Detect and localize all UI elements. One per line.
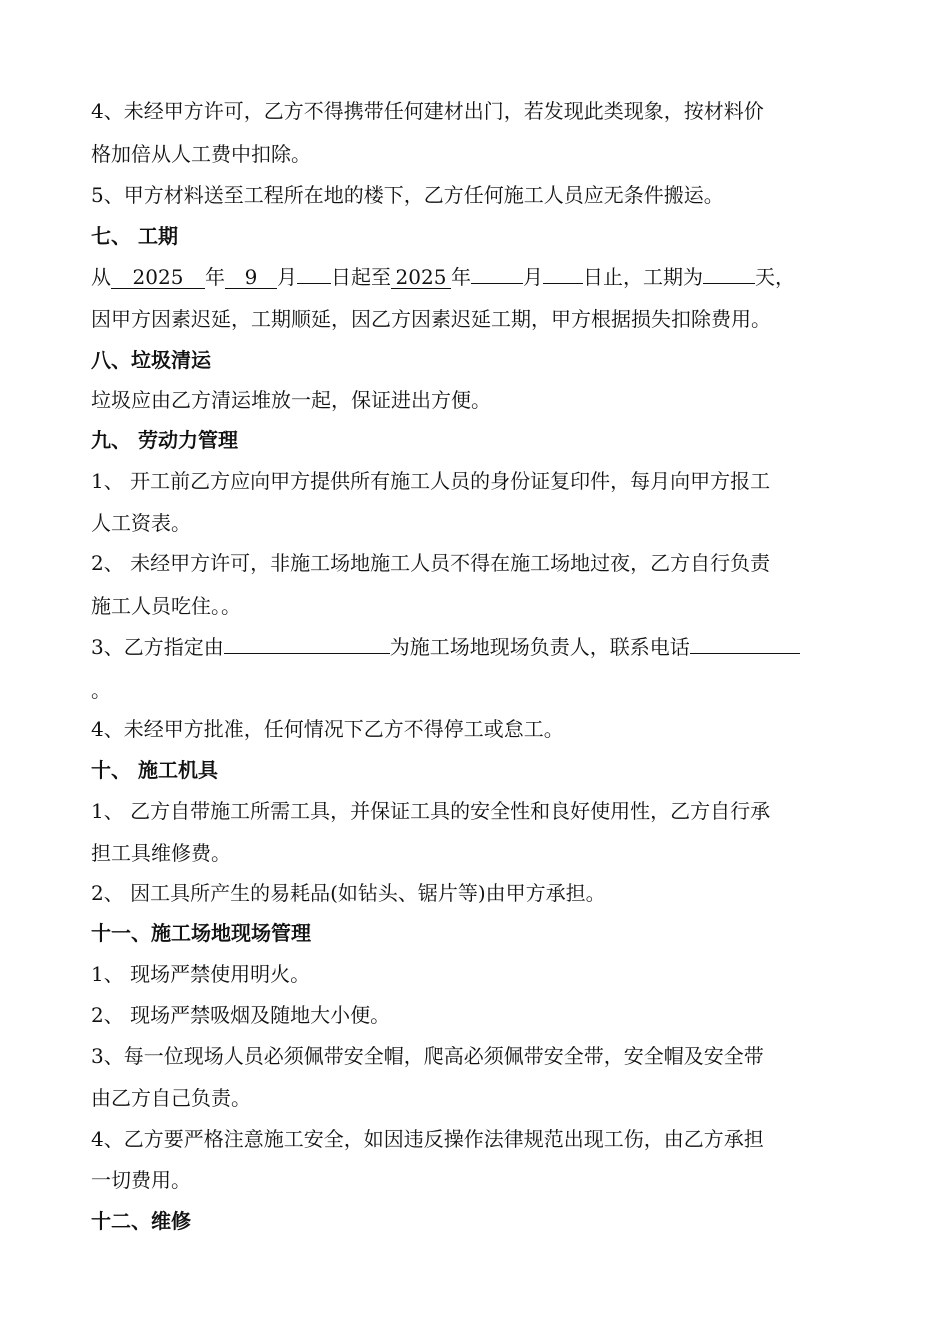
clause-9-item-3 [91, 633, 890, 661]
end-month-field[interactable] [471, 283, 523, 284]
section-7-heading: 七、 工期 [91, 224, 178, 248]
clause-7-period-line [91, 263, 890, 291]
clause-11-item-3-line-1: 3、每一位现场人员必须佩带安全帽，爬高必须佩带安全带，安全帽及安全带 [91, 1044, 764, 1068]
supervisor-label: 3、乙方指定由 [91, 635, 224, 659]
month-label-2: 月 [523, 265, 543, 289]
section-11-heading: 十一、施工场地现场管理 [91, 921, 311, 945]
clause-6-item-4-line-2: 格加倍从人工费中扣除。 [91, 142, 311, 166]
year-label-2: 年 [451, 265, 471, 289]
start-month-field[interactable]: 9 [225, 266, 277, 289]
clause-11-item-3-line-2: 由乙方自己负责。 [91, 1086, 251, 1110]
year-label: 年 [205, 265, 225, 289]
month-label: 月 [277, 265, 297, 289]
clause-10-item-1-line-2: 担工具维修费。 [91, 841, 231, 865]
clause-9-item-3-end: 。 [91, 678, 111, 702]
day-end-label: 日止，工期为 [583, 265, 703, 289]
end-year-field[interactable]: 2025 [391, 266, 451, 289]
duration-days-field[interactable] [703, 283, 755, 284]
supervisor-name-field[interactable] [224, 653, 390, 654]
clause-11-item-1: 1、 现场严禁使用明火。 [91, 962, 311, 986]
end-day-field[interactable] [543, 283, 583, 284]
contact-phone-field[interactable] [690, 653, 800, 654]
clause-10-item-1-line-1: 1、 乙方自带施工所需工具，并保证工具的安全性和良好使用性，乙方自行承 [91, 799, 771, 823]
days-unit-label: 天， [755, 265, 795, 289]
clause-11-item-2: 2、 现场严禁吸烟及随地大小便。 [91, 1003, 391, 1027]
clause-10-item-2: 2、 因工具所产生的易耗品(如钻头、锯片等)由甲方承担。 [91, 881, 606, 905]
clause-11-item-4-line-2: 一切费用。 [91, 1168, 191, 1192]
clause-9-item-4: 4、未经甲方批准，任何情况下乙方不得停工或怠工。 [91, 717, 564, 741]
section-9-heading: 九、 劳动力管理 [91, 428, 238, 452]
clause-11-item-4-line-1: 4、乙方要严格注意施工安全，如因违反操作法律规范出现工伤，由乙方承担 [91, 1127, 764, 1151]
phone-label: 为施工场地现场负责人，联系电话 [389, 635, 690, 659]
clause-9-item-1-line-2: 人工资表。 [91, 511, 191, 535]
start-day-field[interactable] [297, 283, 331, 284]
start-year-field[interactable]: 2025 [111, 266, 205, 289]
period-from-label: 从 [91, 265, 111, 289]
clause-6-item-4-line-1: 4、未经甲方许可，乙方不得携带任何建材出门，若发现此类现象，按材料价 [91, 99, 764, 123]
clause-8-line-1: 垃圾应由乙方清运堆放一起，保证进出方便。 [91, 388, 491, 412]
clause-7-delay-line: 因甲方因素迟延，工期顺延，因乙方因素迟延工期，甲方根据损失扣除费用。 [91, 307, 771, 331]
clause-9-item-2-line-2: 施工人员吃住。。 [91, 594, 241, 618]
clause-6-item-5: 5、甲方材料送至工程所在地的楼下，乙方任何施工人员应无条件搬运。 [91, 183, 724, 207]
section-8-heading: 八、垃圾清运 [91, 348, 211, 372]
clause-9-item-1-line-1: 1、 开工前乙方应向甲方提供所有施工人员的身份证复印件，每月向甲方报工 [91, 469, 771, 493]
day-to-label: 日起至 [331, 265, 391, 289]
section-10-heading: 十、 施工机具 [91, 758, 218, 782]
section-12-heading: 十二、维修 [91, 1209, 191, 1233]
clause-9-item-2-line-1: 2、 未经甲方许可，非施工场地施工人员不得在施工场地过夜，乙方自行负责 [91, 551, 771, 575]
